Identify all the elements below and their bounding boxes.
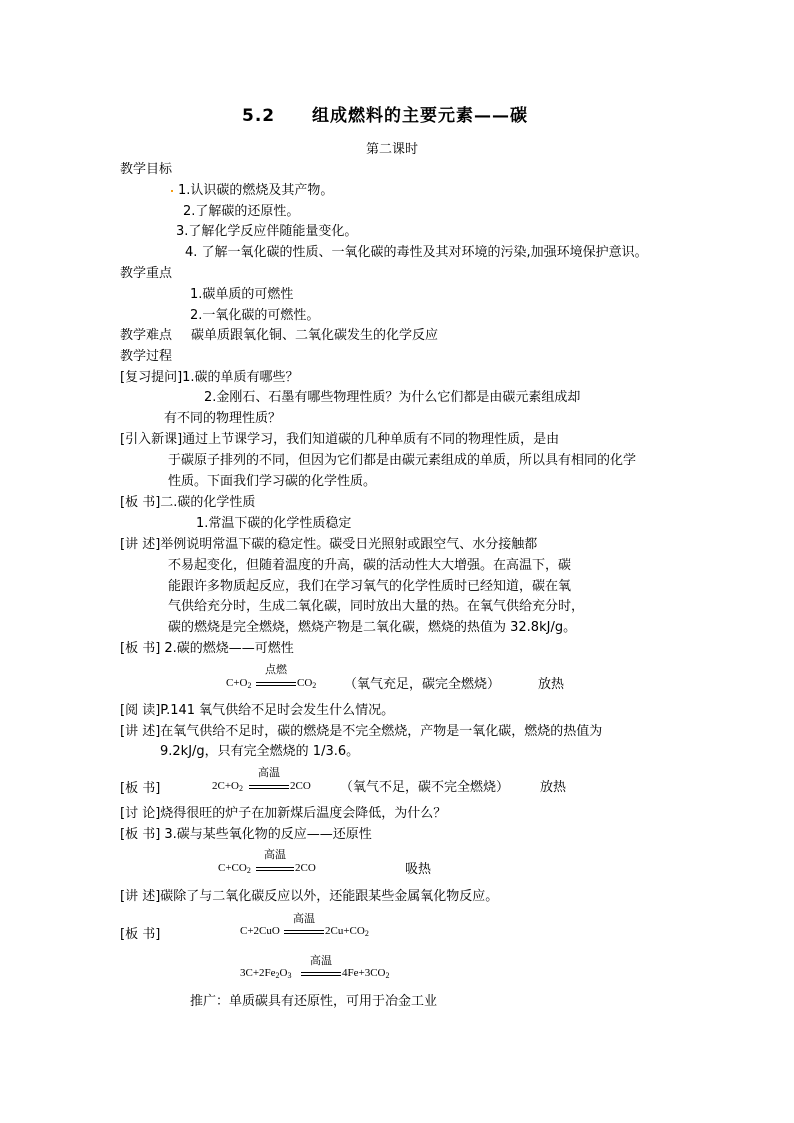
difficulty-text: 碳单质跟氧化铜、二氧化碳发生的化学反应 bbox=[191, 328, 439, 343]
equation-1-equals-sign bbox=[256, 682, 296, 686]
board-line-2: [板 书] 2.碳的燃烧——可燃性 bbox=[120, 641, 294, 656]
key-points-heading: 教学重点 bbox=[120, 266, 173, 281]
lecture-line-2b: 9.2kJ/g，只有完全燃烧的 1/3.6。 bbox=[160, 744, 360, 759]
equation-3-right: 2CO bbox=[295, 862, 316, 874]
intro-line-2: 于碳原子排列的不同，但因为它们都是由碳元素组成的单质，所以具有相同的化学 bbox=[168, 453, 637, 468]
equation-1-heat: 放热 bbox=[538, 677, 565, 692]
equation-3-heat: 吸热 bbox=[405, 862, 432, 877]
lecture-line-1e: 碳的燃烧是完全燃烧，燃烧产物是二氧化碳，燃烧的热值为 32.8kJ/g。 bbox=[168, 620, 577, 635]
equation-1-left: $C+O_2$ bbox=[226, 677, 252, 690]
equation-5-condition: 高温 bbox=[310, 954, 332, 967]
equation-1-note: （氧气充足，碳完全燃烧） bbox=[344, 677, 501, 692]
board-line-1b: 1.常温下碳的化学性质稳定 bbox=[196, 516, 352, 531]
equation-3-left: $C+CO_2$ bbox=[218, 862, 251, 875]
lecture-line-3: [讲 述]碳除了与二氧化碳反应以外，还能跟某些金属氧化物反应。 bbox=[120, 889, 499, 904]
process-heading: 教学过程 bbox=[120, 349, 173, 364]
key-point-2: 2.一氧化碳的可燃性。 bbox=[190, 308, 320, 323]
equation-3-condition: 高温 bbox=[264, 848, 286, 861]
section-number: 5.2 bbox=[242, 106, 276, 126]
equation-2-equals-sign bbox=[249, 785, 289, 789]
objectives-heading: 教学目标 bbox=[120, 162, 173, 177]
equation-2-condition: 高温 bbox=[258, 766, 280, 779]
equation-4-right: $2Cu+CO_2$ bbox=[325, 925, 369, 938]
equation-4-condition: 高温 bbox=[293, 912, 315, 925]
board-line-3: [板 书] bbox=[120, 781, 161, 796]
objective-item-1: 1.认识碳的燃烧及其产物。 bbox=[178, 183, 334, 198]
equation-1-condition: 点燃 bbox=[265, 663, 287, 676]
equation-5-equals-sign bbox=[301, 972, 341, 976]
objective-item-3: 3.了解化学反应伴随能量变化。 bbox=[176, 224, 358, 239]
board-line-4: [板 书] 3.碳与某些氧化物的反应——还原性 bbox=[120, 827, 372, 842]
extension-line: 推广：单质碳具有还原性，可用于冶金工业 bbox=[190, 994, 438, 1009]
review-line-3: 有不同的物理性质？ bbox=[164, 411, 282, 426]
lecture-line-1a: [讲 述]举例说明常温下碳的稳定性。碳受日光照射或跟空气、水分接触都 bbox=[120, 537, 538, 552]
equation-1-right: $CO_2$ bbox=[297, 677, 317, 690]
difficulty-label: 教学难点 bbox=[120, 328, 173, 343]
lecture-line-1b: 不易起变化，但随着温度的升高，碳的活动性大大增强。在高温下，碳 bbox=[168, 558, 572, 573]
equation-2-right: 2CO bbox=[290, 780, 311, 792]
page-subtitle: 第二课时 bbox=[366, 142, 419, 157]
objective-item-2: 2.了解碳的还原性。 bbox=[183, 204, 300, 219]
review-line-2: 2.金刚石、石墨有哪些物理性质？为什么它们都是由碳元素组成却 bbox=[204, 390, 581, 405]
board-line-5: [板 书] bbox=[120, 927, 161, 942]
lecture-line-2a: [讲 述]在氧气供给不足时，碳的燃烧是不完全燃烧，产物是一氧化碳，燃烧的热值为 bbox=[120, 724, 603, 739]
equation-4-left: C+2CuO bbox=[240, 925, 280, 937]
intro-line-1: [引入新课]通过上节课学习，我们知道碳的几种单质有不同的物理性质，是由 bbox=[120, 432, 560, 447]
marker-dot-icon bbox=[171, 190, 173, 192]
lecture-line-1c: 能跟许多物质起反应，我们在学习氧气的化学性质时已经知道，碳在氧 bbox=[168, 579, 572, 594]
lecture-line-1d: 气供给充分时，生成二氧化碳，同时放出大量的热。在氧气供给充分时， bbox=[168, 599, 585, 614]
equation-2-heat: 放热 bbox=[540, 780, 567, 795]
review-line-1: [复习提问]1.碳的单质有哪些？ bbox=[120, 370, 299, 385]
intro-line-3: 性质。下面我们学习碳的化学性质。 bbox=[168, 474, 377, 489]
key-point-1: 1.碳单质的可燃性 bbox=[190, 287, 294, 302]
page-title: 组成燃料的主要元素——碳 bbox=[312, 106, 528, 126]
read-line-1: [阅 读]P.141 氧气供给不足时会发生什么情况。 bbox=[120, 703, 395, 718]
objective-item-4: 4. 了解一氧化碳的性质、一氧化碳的毒性及其对环境的污染,加强环境保护意识。 bbox=[185, 245, 648, 260]
equation-5-right: $4Fe+3CO_2$ bbox=[342, 967, 390, 980]
equation-3-equals-sign bbox=[256, 867, 294, 871]
board-line-1: [板 书]二.碳的化学性质 bbox=[120, 495, 256, 510]
equation-2-left: $2C+O_2$ bbox=[212, 780, 243, 793]
equation-4-equals-sign bbox=[284, 930, 324, 934]
equation-2-note: （氧气不足，碳不完全燃烧） bbox=[340, 780, 510, 795]
equation-5-left: $3C+2Fe_2O_3$ bbox=[240, 967, 292, 980]
discuss-line-1: [讨 论]烧得很旺的炉子在加新煤后温度会降低，为什么？ bbox=[120, 806, 447, 821]
